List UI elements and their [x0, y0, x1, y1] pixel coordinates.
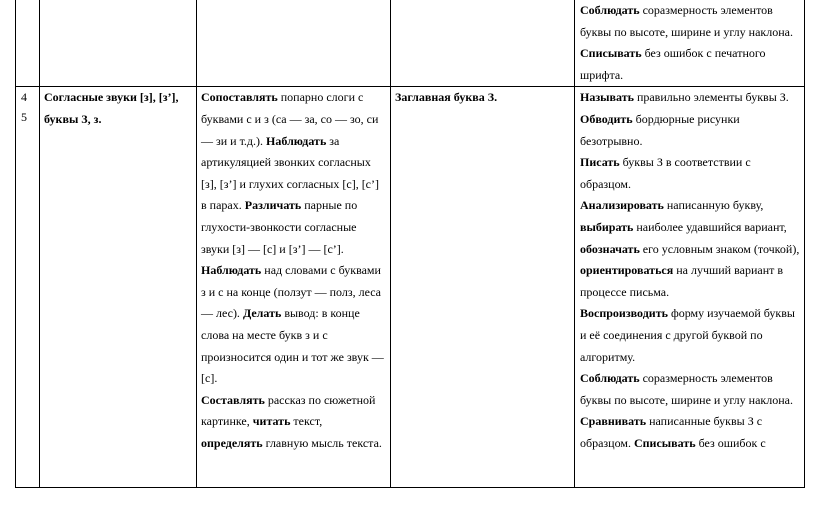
- verb: Обводить: [580, 111, 633, 126]
- paragraph: [580, 87, 800, 109]
- verb: Воспроизводить: [580, 306, 668, 321]
- verb: обозначать: [580, 241, 640, 256]
- lesson-number: 4: [21, 90, 27, 105]
- activities-cell: [575, 87, 805, 488]
- table-cell: [40, 0, 197, 87]
- table-cell: [197, 0, 391, 87]
- paragraph: [580, 152, 800, 195]
- verb: Наблюдать: [266, 133, 327, 148]
- paragraph: [201, 260, 386, 390]
- verb: Сравнивать: [580, 414, 647, 429]
- text: буквы З в соответствии с образцом.: [580, 155, 751, 191]
- verb: читать: [252, 414, 291, 429]
- paragraph: [201, 390, 386, 455]
- paragraph: [580, 411, 800, 454]
- verb: Анализировать: [580, 198, 664, 213]
- text: написанные буквы З с образцом.: [580, 414, 763, 450]
- text: на лучший вариант в процессе письма.: [580, 263, 784, 299]
- lesson-number: 5: [21, 110, 27, 125]
- text: форму изучаемой буквы и её соединения с другой буквой по алгоритму.: [580, 306, 795, 364]
- verb: Различать: [244, 198, 302, 213]
- paragraph: [580, 195, 800, 303]
- verb: Списывать: [580, 46, 642, 61]
- paragraph: [580, 368, 800, 411]
- text: главную мысль текста.: [262, 435, 382, 450]
- paragraph: [580, 303, 800, 368]
- letter-title: Заглавная буква З.: [395, 90, 498, 105]
- text: текст,: [290, 414, 323, 429]
- table-row: [16, 87, 805, 488]
- text: его условным знаком (точкой),: [639, 241, 800, 256]
- verb: Составлять: [201, 392, 265, 407]
- text: бордюрные рисунки безотрывно.: [580, 111, 740, 148]
- paragraph: [580, 109, 800, 152]
- text: парные по глухости-звонкости согласные звуки [з] — [с] и [з’] — [с’].: [201, 198, 358, 256]
- table-cell: [391, 0, 575, 87]
- verb: Соблюдать: [580, 3, 640, 17]
- number-cell: [16, 87, 40, 488]
- text: соразмерность элементов буквы по высоте, ширине и углу наклона.: [580, 371, 793, 407]
- lesson-plan-table: [15, 0, 805, 488]
- text: правильно элементы буквы З.: [633, 90, 789, 105]
- verb: Соблюдать: [580, 371, 640, 386]
- topic-cell: [40, 87, 197, 488]
- verb: выбирать: [580, 219, 634, 234]
- content-cell: [197, 87, 391, 488]
- verb: ориентироваться: [580, 263, 674, 278]
- text: соразмерность элементов буквы по высоте, ширине и углу наклона.: [580, 3, 793, 39]
- verb: Писать: [580, 155, 620, 170]
- text: вывод: в конце слова на месте букв з и с произносится один и тот же звук — [с].: [201, 306, 384, 386]
- verb: Наблюдать: [201, 263, 262, 278]
- text: рассказ по сюжетной картинке,: [201, 392, 376, 429]
- text: без ошибок с печатного шрифта.: [580, 46, 766, 82]
- topic-title: Согласные звуки [з], [з’], буквы З, з.: [44, 90, 179, 126]
- verb: Сопоставлять: [201, 90, 278, 105]
- verb: определять: [201, 435, 263, 450]
- text: без ошибок с: [695, 435, 766, 450]
- verb: Делать: [242, 306, 282, 321]
- table-row: [16, 0, 805, 87]
- table-cell: [16, 0, 40, 87]
- text: за артикуляцией звонких согласных [з], [з’] и глухих согласных [с], [с’] в парах.: [201, 133, 380, 213]
- text: написанную букву,: [663, 198, 764, 213]
- text: наиболее удавшийся вариант,: [633, 219, 787, 234]
- verb: Списывать: [633, 435, 696, 450]
- text: попарно слоги с буквами с и з (са — за, со — зо, си — зи и т.д.).: [201, 90, 379, 148]
- text: над словами с буквами з и с на конце (ползут — полз, леса — лес).: [201, 263, 382, 321]
- verb: Называть: [580, 90, 634, 105]
- activities-cell-prev: [575, 0, 805, 87]
- letter-cell: [391, 87, 575, 488]
